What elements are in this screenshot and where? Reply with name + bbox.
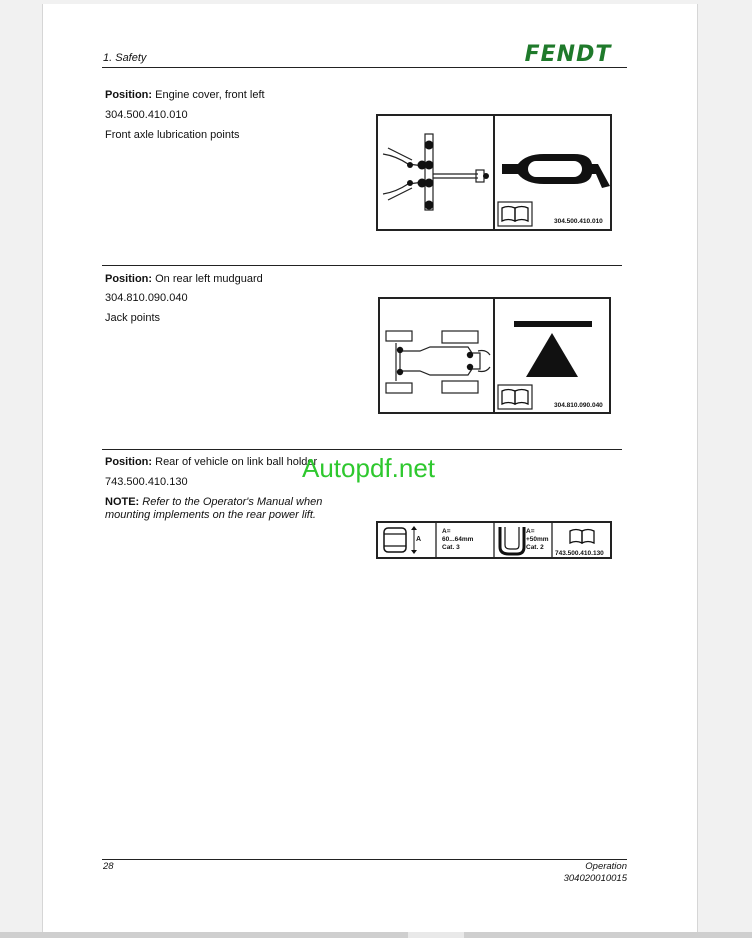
footer-doc-number: 304020010015	[563, 873, 627, 884]
position-value: Rear of vehicle on link ball holder	[155, 456, 318, 468]
part-number-1: 304.500.410.010	[105, 109, 188, 121]
lubrication-decal-artwork	[378, 116, 610, 229]
cell-text: A=	[442, 528, 451, 535]
manual-book-icon	[570, 530, 594, 544]
page-number: 28	[103, 861, 114, 872]
jack-points-decal-artwork	[380, 299, 609, 412]
position-label: Position:	[105, 456, 153, 468]
watermark: Autopdf.net	[302, 453, 435, 483]
decal-cell-cat2	[526, 528, 549, 552]
section-title: 1. Safety	[103, 52, 147, 64]
position-label: Position:	[105, 89, 153, 101]
decal-code-1: 304.500.410.010	[554, 218, 603, 225]
description-2: Jack points	[105, 312, 161, 324]
footer-rule	[102, 859, 627, 860]
part-number-2: 304.810.090.040	[105, 292, 188, 304]
position-value: On rear left mudguard	[155, 273, 263, 285]
lubrication-decal	[376, 114, 612, 231]
position-label: Position:	[105, 273, 153, 285]
front-axle-diagram	[383, 134, 484, 210]
part-number-3: 743.500.410.130	[105, 476, 188, 488]
note-line-1	[105, 495, 322, 509]
scrollbar-thumb[interactable]	[408, 932, 464, 938]
horizontal-scrollbar[interactable]	[0, 932, 752, 938]
note-text: Refer to the Operator's Manual when	[142, 496, 323, 508]
position-line-3	[105, 455, 317, 469]
description-1: Front axle lubrication points	[105, 129, 240, 141]
position-line-1	[105, 88, 265, 102]
cell-text: 60...64mm	[442, 536, 474, 543]
document-page	[42, 4, 698, 932]
link-ball-icon	[384, 526, 417, 554]
decal-code-3: 743.500.410.130	[555, 550, 604, 557]
grease-points	[407, 141, 489, 210]
hook-icon	[500, 527, 524, 554]
position-value: Engine cover, front left	[155, 89, 265, 101]
link-ball-decal	[376, 521, 612, 559]
tractor-top-view	[386, 331, 490, 393]
cell-text: A=	[526, 528, 535, 535]
decal-cell-cat3	[442, 528, 473, 552]
note-label: NOTE:	[105, 496, 140, 508]
decal-code-2: 304.810.090.040	[554, 402, 603, 409]
jack-points-decal	[378, 297, 611, 414]
cell-text: Cat. 2	[526, 544, 544, 551]
header-rule	[102, 67, 627, 68]
separator-1	[102, 265, 622, 266]
cell-text: +50mm	[526, 536, 549, 543]
position-line-2	[105, 272, 263, 286]
fendt-logo	[509, 41, 627, 65]
note-line-2: mounting implements on the rear power lift.	[105, 509, 316, 521]
separator-2	[102, 449, 622, 450]
manual-book-icon	[498, 202, 532, 226]
grease-gun-icon	[502, 154, 610, 188]
cell-text: Cat. 3	[442, 544, 460, 551]
manual-book-icon	[498, 385, 532, 409]
jack-icon	[514, 321, 592, 377]
svg-text:FENDT: FENDT	[524, 42, 612, 65]
footer-chapter: Operation	[585, 861, 627, 872]
dimension-a-label: A	[416, 536, 422, 543]
